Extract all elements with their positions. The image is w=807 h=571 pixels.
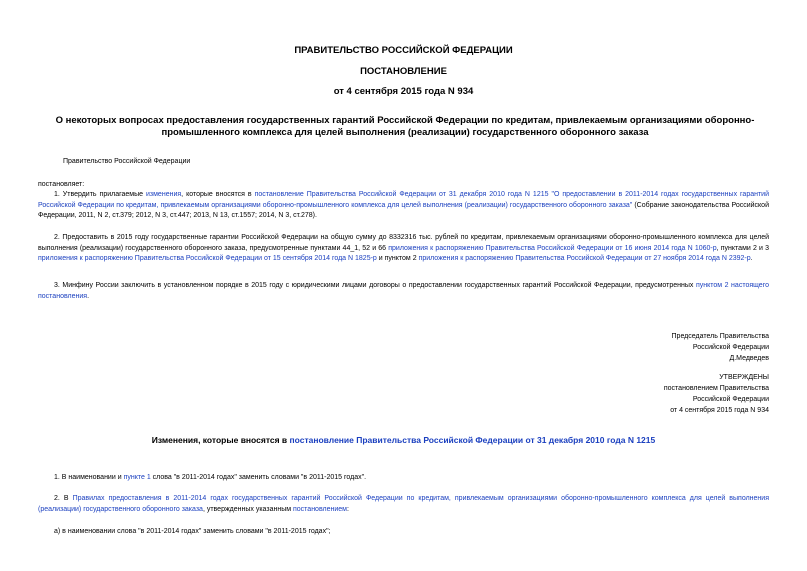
link-resolution-1215[interactable]: постановление Правительства Российской Федерации от 31 декабря 2010 года N 1215 "О предоставлении в 2011-2014 годах государственных гарантий Российской Федерации по кредитам, привлекаемым организациями оборонно-промышленного комплекса для целей выполнения (реализации) государственного оборонного заказа" [38,191,769,209]
link-changes-resolution[interactable]: постановление Правительства Российской Федерации от 31 декабря 2010 года N 1215 [289,435,656,445]
paragraph-3 [38,281,769,302]
paragraph-2-text: . [750,255,753,262]
paragraph-1-text: (Собрание законодательства Российской Федерации, 2011, N 2, ст.379; 2012, N 3, ст.447; 2013, N 13, ст.1557; 2014, N 3, ст.278). [38,201,769,219]
approval-heading: УТВЕРЖДЕНЫ [719,374,769,381]
link-rules[interactable]: Правилах предоставления в 2011-2014 годах государственных гарантий Российской Федерации по кредитам, привлекаемым организациями оборонно-промышленного комплекса для целей выполнения (реализации) государственного оборонного заказа [38,495,769,513]
government-intro: Правительство Российской Федерации [63,158,191,165]
signature-name: Д.Медведев [729,355,769,362]
signature-position: Председатель Правительства [671,333,769,340]
link-changes[interactable]: изменения [146,191,182,198]
government-heading: ПРАВИТЕЛЬСТВО РОССИЙСКОЙ ФЕДЕРАЦИИ [294,45,513,56]
changes-item-1-text: 1. В наименовании и [54,474,124,481]
approval-line: Российской Федерации [692,396,769,403]
changes-title [0,435,807,445]
paragraph-2 [38,233,769,265]
paragraph-2-text: 2. Предоставить в 2015 году государственные гарантии Российской Федерации на общую сумму до 8332316 тыс. рублей по кредитам, привлекаемым организациями оборонно-промышленного комплекса для целей выполнения (реализации) государственного оборонного заказа, предусмотренные пунктами 44_1, 52 и 66 [38,234,769,252]
link-order-1060[interactable]: приложения к распоряжению Правительства Российской Федерации от 16 июня 2014 года N 1060-р [388,244,717,252]
changes-item-1 [38,473,769,484]
document-title: О некоторых вопросах предоставления государственных гарантий Российской Федерации по кредитам, привлекаемым организациями оборонно-промышленного комплекса для целей выполнения (реализации) государственного оборонного заказа [55,115,755,138]
paragraph-1 [38,190,769,222]
paragraph-2-text: и пунктом 2 [376,255,419,262]
link-point-1[interactable]: пункте 1 [123,474,151,481]
approval-date: от 4 сентября 2015 года N 934 [670,407,769,414]
changes-item-1-text: слова "в 2011-2014 годах" заменить словами "в 2011-2015 годах". [150,474,367,481]
paragraph-1-text: , которые вносятся в [181,191,255,198]
changes-item-2 [38,494,769,515]
paragraph-1-text: 1. Утвердить прилагаемые [54,191,146,198]
changes-item-2-text: , утвержденных указанным [202,505,293,513]
approval-line: постановлением Правительства [663,385,769,392]
changes-title-text: Изменения, которые вносятся в [151,435,290,445]
paragraph-3-text: 3. Минфину России заключить в установленном порядке в 2015 году с юридическими лицами договоры о предоставлении государственных гарантий Российской Федерации, предусмотренных [54,282,696,289]
signature-organization: Российской Федерации [692,344,769,351]
approval-block [469,372,769,416]
changes-item-2-text: : [346,505,349,513]
signature-block [469,331,769,364]
changes-item-2a: а) в наименовании слова "в 2011-2014 годах" заменить словами "в 2011-2015 годах"; [54,528,331,535]
document-type: ПОСТАНОВЛЕНИЕ [360,66,447,77]
link-order-2392[interactable]: приложения к распоряжению Правительства Российской Федерации от 27 ноября 2014 года N 2392-р [418,255,751,262]
paragraph-2-text: , пунктами 2 и 3 [716,244,769,252]
paragraph-3-text: . [87,292,90,300]
resolves-text: постановляет: [38,181,85,188]
link-point-2[interactable]: пунктом 2 настоящего постановления [38,282,769,300]
link-resolution[interactable]: постановлением [292,505,347,513]
document-date-number: от 4 сентября 2015 года N 934 [333,86,474,97]
changes-item-2-text: 2. В [54,495,73,502]
link-order-1825[interactable]: приложения к распоряжению Правительства Российской Федерации от 15 сентября 2014 года N 1825-р [38,255,377,262]
